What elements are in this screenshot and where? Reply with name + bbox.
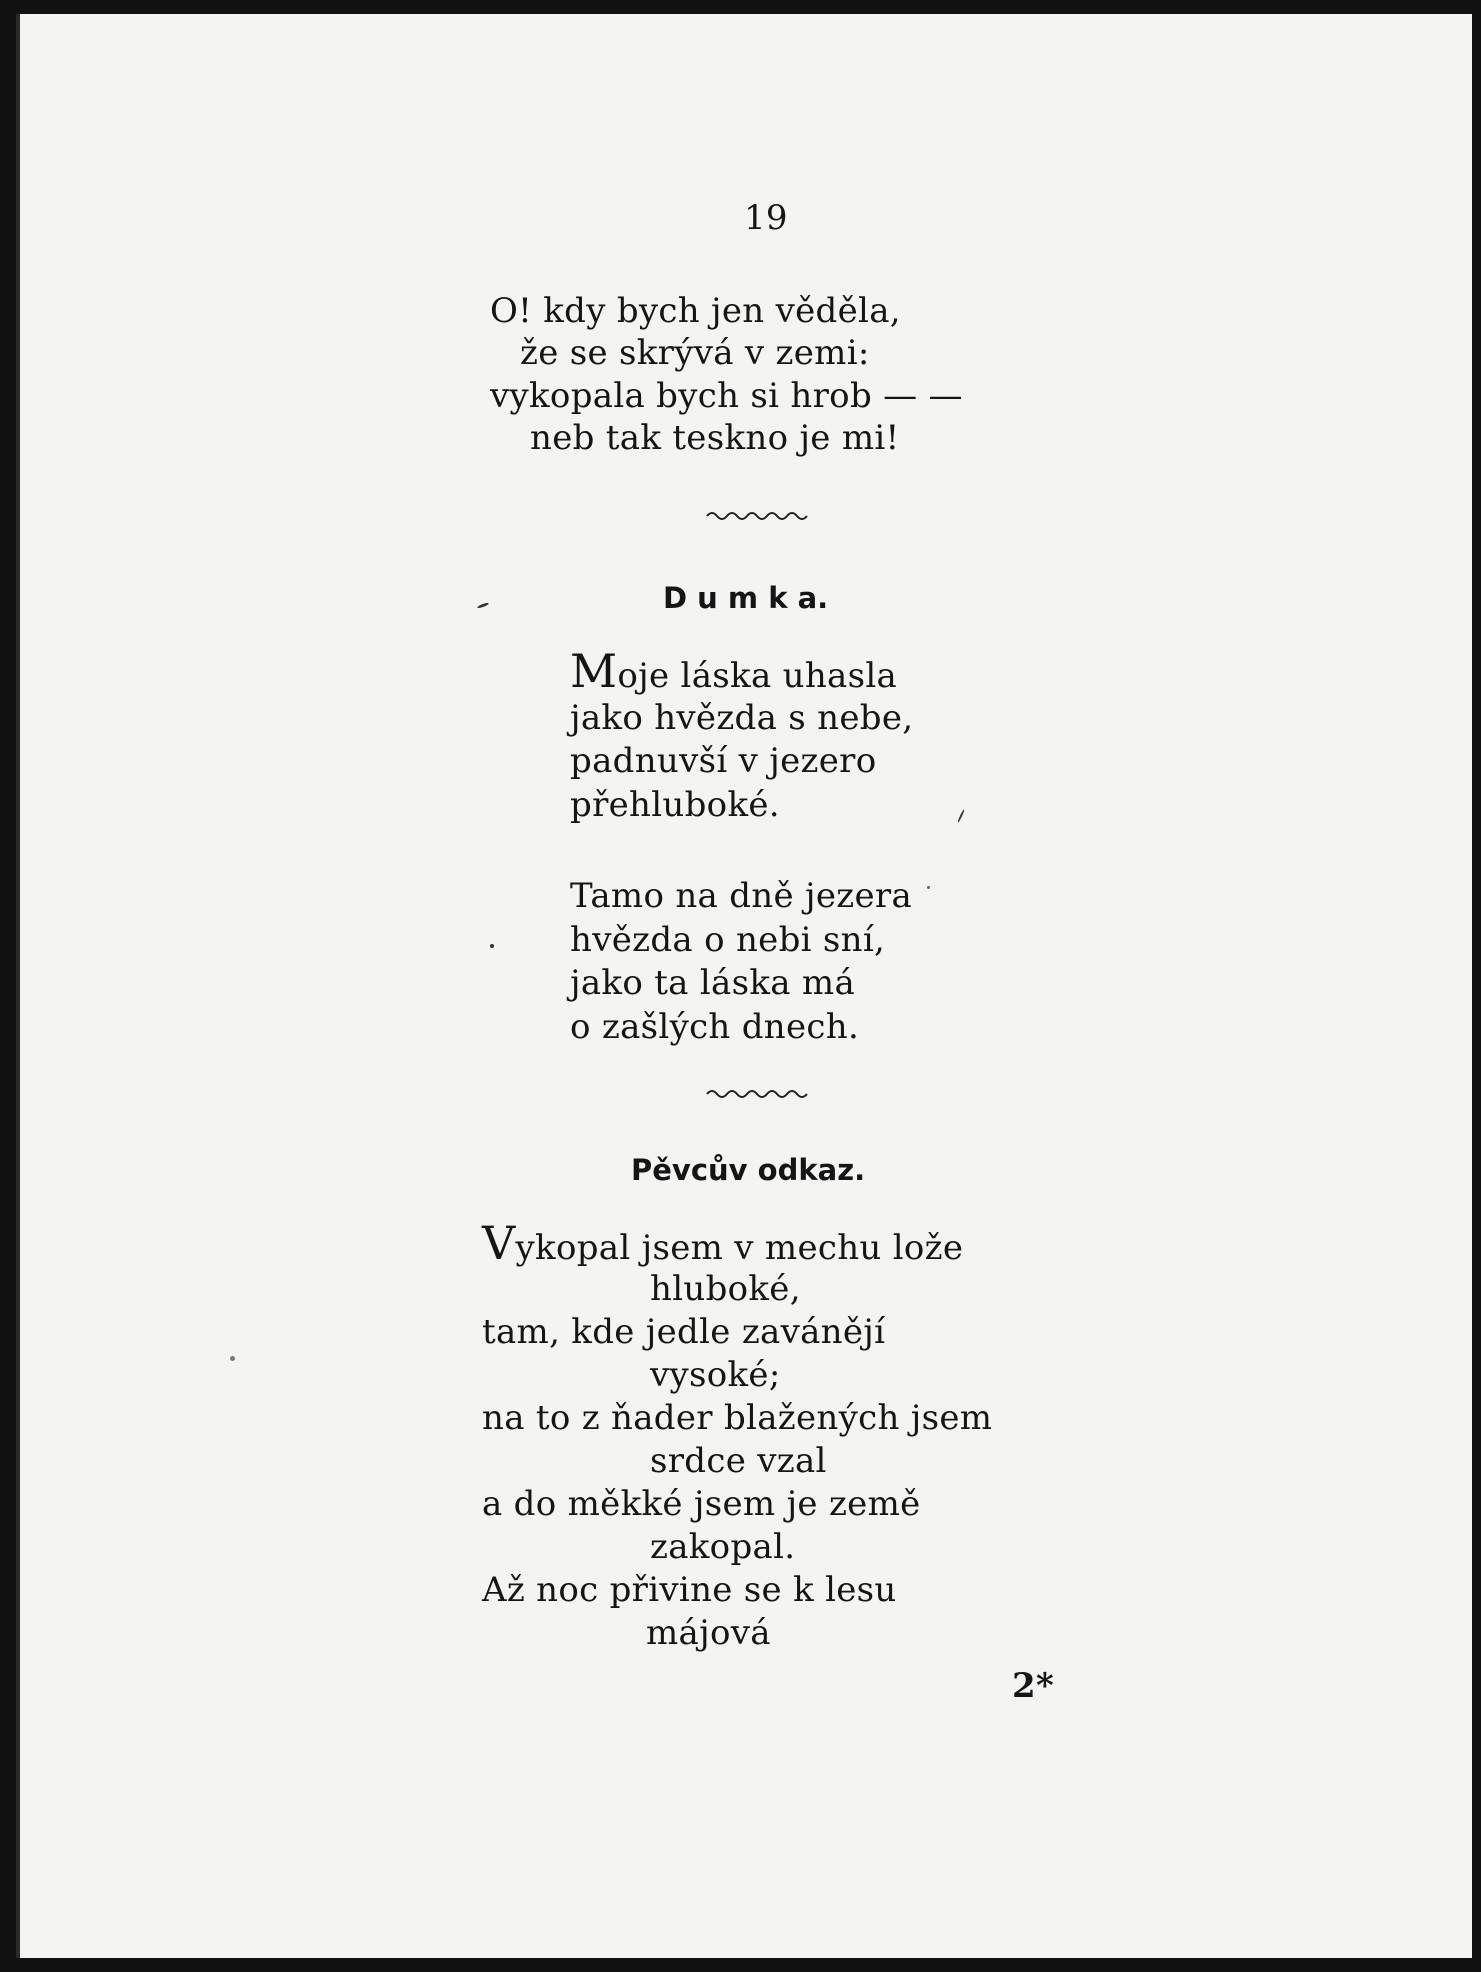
verse-line: a do měkké jsem je země (482, 1484, 921, 1524)
poem-title: Pěvcův odkaz. (631, 1153, 866, 1187)
ink-speck (490, 944, 494, 948)
drop-cap: M (570, 644, 618, 698)
verse-line (482, 1216, 964, 1270)
verse-line: srdce vzal (650, 1441, 827, 1481)
verse-line: Tamo na dně jezera (570, 876, 913, 916)
verse-line: neb tak teskno je mi! (530, 418, 900, 458)
verse-line: vykopala bych si hrob — — (490, 376, 963, 416)
verse-text: oje láska uhasla (617, 656, 898, 696)
signature-mark: 2* (1012, 1666, 1055, 1706)
verse-line (570, 644, 898, 698)
verse-line: hvězda o nebi sní, (570, 920, 886, 960)
verse-line: tam, kde jedle zavánějí (482, 1312, 886, 1352)
ink-speck (230, 1356, 235, 1361)
verse-line: vysoké; (650, 1355, 781, 1395)
verse-text: ykopal jsem v mechu lože (515, 1228, 964, 1268)
verse-line: májová (646, 1613, 771, 1653)
ink-speck (957, 809, 965, 823)
verse-line: hluboké, (650, 1269, 801, 1309)
page-number: 19 (744, 198, 788, 238)
verse-line: padnuvší v jezero (570, 741, 877, 781)
ink-speck (477, 602, 489, 609)
verse-line: jako ta láska má (570, 963, 856, 1003)
poem-title: D u m k a. (663, 581, 829, 615)
verse-line: Až noc přivine se k lesu (482, 1570, 897, 1610)
verse-line: na to z ňader blažených jsem (482, 1398, 993, 1438)
drop-cap: V (482, 1216, 516, 1270)
ink-speck (927, 886, 930, 889)
verse-line: jako hvězda s nebe, (570, 698, 914, 738)
wavy-divider-icon (705, 508, 815, 520)
verse-line: že se skrývá v zemi: (520, 333, 870, 373)
verse-line: o zašlých dnech. (570, 1007, 860, 1047)
verse-line: O! kdy bych jen věděla, (490, 291, 901, 331)
book-page (16, 14, 1472, 1958)
wavy-divider-icon (705, 1086, 815, 1098)
verse-line: přehluboké. (570, 785, 780, 825)
verse-line: zakopal. (650, 1527, 796, 1567)
